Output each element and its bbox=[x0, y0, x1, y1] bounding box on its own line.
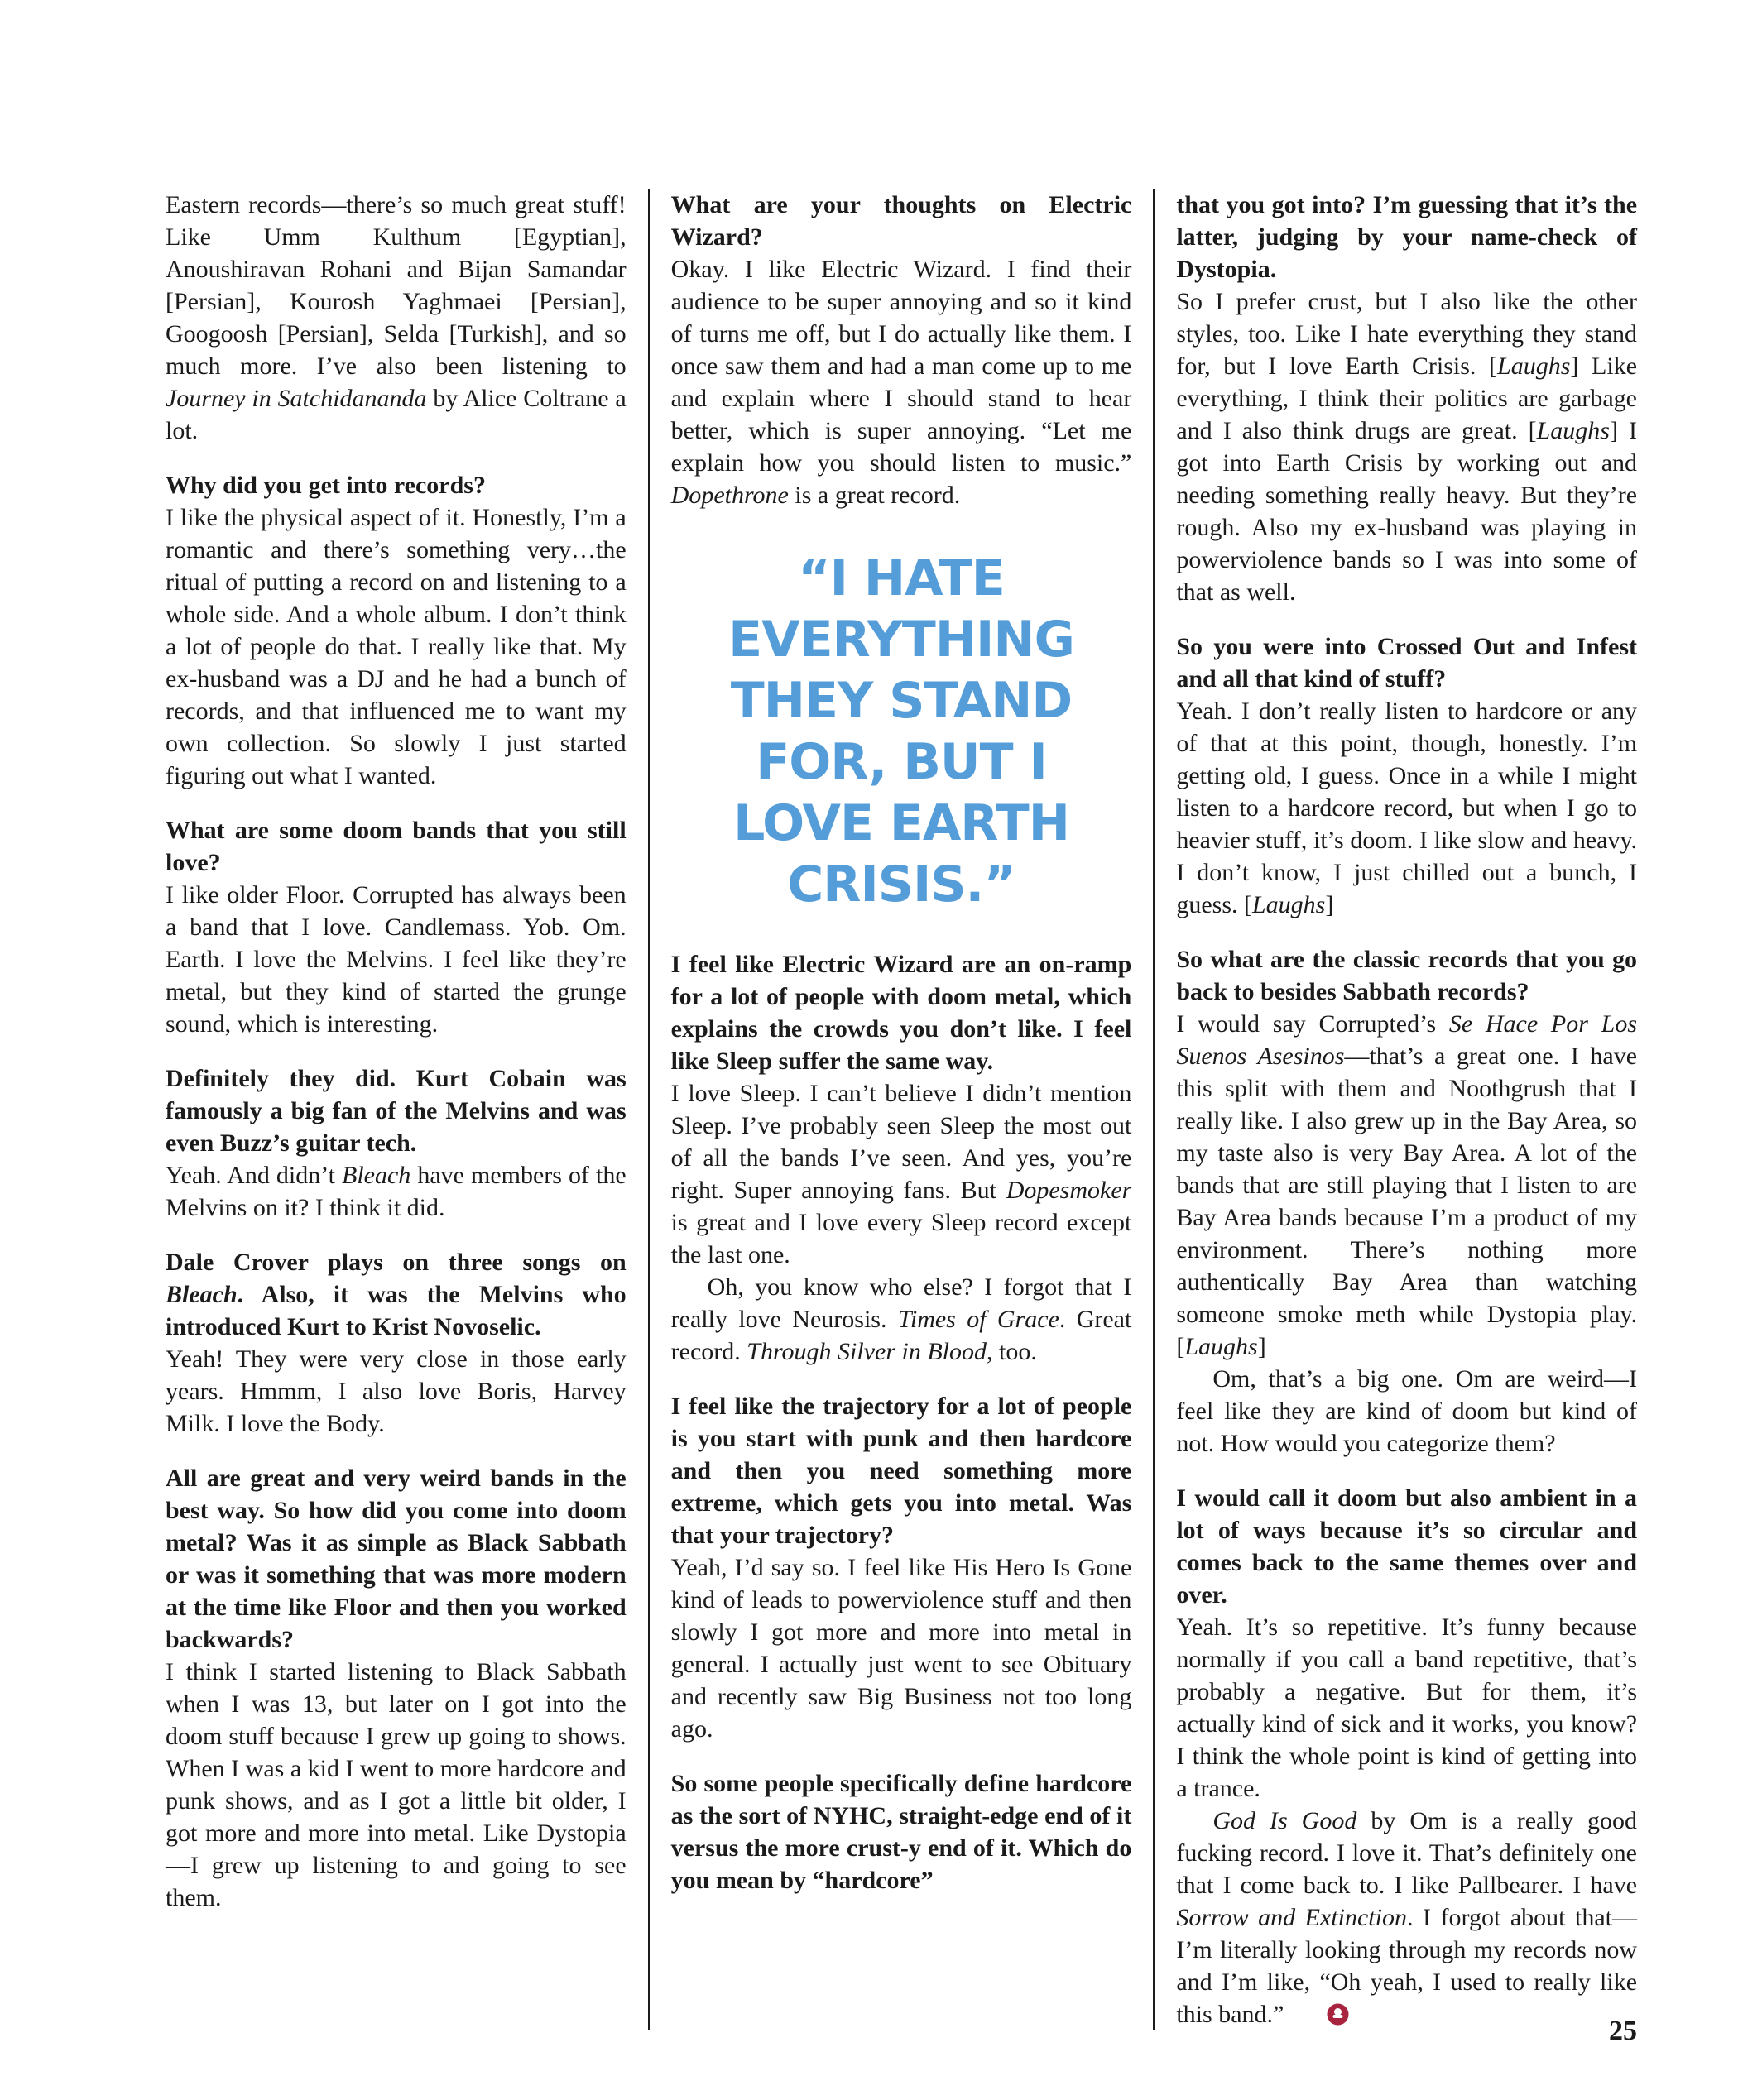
text-run: Oh, you know who else? I forgot that I really love Neurosis. bbox=[670, 1273, 1132, 1333]
question-paragraph bbox=[1176, 1482, 1637, 1611]
answer-paragraph bbox=[1176, 695, 1637, 921]
question-paragraph bbox=[166, 1062, 627, 1159]
text-run: Okay. I like Electric Wizard. I find their audience to be super annoying and so it kind of turns me off, but I do actually like them. I once saw them and had a man come up to me and explain where I should stand to hear better, which is super annoying. “Let me explain how you should listen to music.” bbox=[670, 256, 1132, 477]
text-run: Dopesmoker bbox=[1006, 1177, 1132, 1204]
text-run: So what are the classic records that you go back to besides Sabbath records? bbox=[1176, 946, 1638, 1005]
text-run: —that’s a great one. I have this split with them and Noothgrush that I really like. I also grew up in the Bay Area, so my taste also is very Bay Area. A lot of the bands that are still playing that I listen to are Bay Area bands because I’m a product of my environment. There’s nothing more authentically Bay Area than watching someone smoke meth while Dystopia play. [ bbox=[1176, 1043, 1638, 1360]
text-run: I would call it doom but also ambient in a lot of ways because it’s so circular and comes back to the same themes over and over. bbox=[1176, 1484, 1638, 1609]
text-run: ] bbox=[1325, 891, 1334, 918]
answer-paragraph bbox=[166, 501, 627, 792]
page-number: 25 bbox=[1609, 2016, 1637, 2046]
text-run: is a great record. bbox=[788, 482, 961, 509]
question-paragraph bbox=[671, 948, 1132, 1077]
text-run: is great and I love every Sleep record except the last one. bbox=[670, 1209, 1132, 1268]
answer-paragraph bbox=[1176, 1611, 1637, 1805]
text-run: Definitely they did. Kurt Cobain was famously a big fan of the Melvins and was even Buzz’s guitar tech. bbox=[166, 1065, 627, 1157]
text-run: Bleach bbox=[166, 1281, 238, 1308]
text-run: Sorrow and Extinction bbox=[1176, 1904, 1407, 1931]
text-run: have members of the Melvins on it? I think it did. bbox=[166, 1162, 627, 1221]
text-run: God Is Good bbox=[1212, 1807, 1357, 1834]
question-paragraph bbox=[671, 189, 1132, 253]
end-mark-icon bbox=[1290, 2003, 1349, 2026]
answer-paragraph bbox=[166, 1656, 627, 1914]
text-run: Times of Grace bbox=[897, 1306, 1059, 1333]
text-run: ] bbox=[1257, 1333, 1266, 1360]
answer-paragraph bbox=[166, 1159, 627, 1224]
question-paragraph bbox=[166, 1246, 627, 1343]
text-run: . I forgot about that—I’m literally looking through my records now and I’m like, “Oh yeah, I used to really like this band.” bbox=[1176, 1904, 1638, 2028]
question-paragraph bbox=[166, 469, 627, 501]
text-run: I love Sleep. I can’t believe I didn’t mention Sleep. I’ve probably seen Sleep the most out of all the bands I’ve seen. And yes, you’re right. Super annoying fans. But bbox=[670, 1080, 1132, 1204]
text-run: Yeah. It’s so repetitive. It’s funny because normally if you call a band repetitive, that’s probably a negative. But for them, it’s actually kind of sick and it works, you know? I think the whole point is kind of getting into a trance. bbox=[1176, 1613, 1638, 1802]
text-run: Through Silver in Blood bbox=[747, 1338, 987, 1365]
text-run: by Alice Coltrane a lot. bbox=[166, 385, 627, 444]
text-run: that you got into? I’m guessing that it’s the latter, judging by your name-check of Dystopia. bbox=[1176, 191, 1638, 283]
text-run: Se Hace Por Los Suenos Asesinos bbox=[1176, 1010, 1637, 1070]
text-run: Why did you get into records? bbox=[166, 472, 486, 499]
column-1 bbox=[166, 189, 648, 2030]
question-paragraph bbox=[1176, 630, 1637, 695]
pull-quote-line: FOR, BUT I bbox=[756, 733, 1047, 791]
question-paragraph bbox=[166, 1462, 627, 1656]
text-run: . Great record. bbox=[670, 1306, 1132, 1365]
text-run: Laughs bbox=[1252, 891, 1326, 918]
article-columns bbox=[166, 189, 1637, 2030]
text-run: I like older Floor. Corrupted has always been a band that I love. Candlemass. Yob. Om. Earth. I love the Melvins. I feel like they’re metal, but they kind of started the grunge sound, which is interesting. bbox=[166, 881, 627, 1038]
pull-quote-line: “I HATE bbox=[798, 549, 1005, 607]
pull-quote-line: THEY STAND bbox=[730, 672, 1073, 730]
text-run: Om, that’s a big one. Om are weird—I feel like they are kind of doom but kind of not. How would you categorize them? bbox=[1176, 1365, 1638, 1457]
answer-paragraph bbox=[1176, 1363, 1637, 1460]
pull-quote-line: EVERYTHING bbox=[728, 611, 1074, 669]
pull-quote bbox=[671, 548, 1132, 915]
text-run: I feel like Electric Wizard are an on-ramp for a lot of people with doom metal, which explains the crowds you don’t like. I feel like Sleep suffer the same way. bbox=[670, 951, 1132, 1075]
answer-paragraph bbox=[671, 253, 1132, 511]
column-2 bbox=[648, 189, 1154, 2030]
text-run: Dopethrone bbox=[670, 482, 789, 509]
answer-paragraph bbox=[1176, 1805, 1637, 2030]
text-run: I think I started listening to Black Sabbath when I was 13, but later on I got into the doom stuff because I grew up going to shows. When I was a kid I went to more hardcore and punk shows, and as I got a little bit older, I got more and more into metal. Like Dystopia—I grew up listening to and going to see them. bbox=[166, 1658, 627, 1911]
text-run: ] I got into Earth Crisis by working out and needing something really heavy. But they’re rough. Also my ex-husband was playing in powerviolence bands so I was into some of that as well. bbox=[1176, 417, 1638, 606]
text-run: I like the physical aspect of it. Honestly, I’m a romantic and there’s something very…the ritual of putting a record on and listening to a whole side. And a whole album. I don’t think a lot of people do that. I really like that. My ex-husband was a DJ and he had a bunch of records, and that influenced me to want my own collection. So slowly I just started figuring out what I wanted. bbox=[166, 504, 627, 789]
column-3 bbox=[1153, 189, 1637, 2030]
text-run: Laughs bbox=[1184, 1333, 1258, 1360]
answer-paragraph bbox=[166, 189, 627, 447]
question-paragraph bbox=[671, 1390, 1132, 1551]
answer-paragraph bbox=[1176, 1008, 1637, 1363]
text-run: What are some doom bands that you still love? bbox=[166, 817, 627, 876]
text-run: Yeah. I don’t really listen to hardcore or any of that at this point, though, honestly. I’m getting old, I guess. Once in a while I might listen to a hardcore record, but when I go to heavier stuff, it’s doom. I like slow and heavy. I don’t know, I just chilled out a bunch, I guess. [ bbox=[1176, 698, 1638, 918]
text-run: So you were into Crossed Out and Infest and all that kind of stuff? bbox=[1176, 633, 1638, 693]
text-run: I would say Corrupted’s bbox=[1176, 1010, 1449, 1038]
text-run: Eastern records—there’s so much great stuff! Like Umm Kulthum [Egyptian], Anoushiravan Rohani and Bijan Samandar [Persian], Kourosh Yaghmaei [Persian], Googoosh [Persian], Selda [Turkish], and so much more. I’ve also been listening to bbox=[166, 191, 627, 380]
text-run: So I prefer crust, but I also like the other styles, too. Like I hate everything they stand for, but I love Earth Crisis. [ bbox=[1176, 288, 1638, 380]
pull-quote-line: LOVE EARTH bbox=[733, 794, 1069, 852]
text-run: Yeah, I’d say so. I feel like His Hero Is Gone kind of leads to powerviolence stuff and then slowly I got more and more into metal in general. I actually just went to see Obituary and recently saw Big Business not too long ago. bbox=[670, 1554, 1132, 1743]
pull-quote-line: CRISIS.” bbox=[787, 856, 1015, 913]
text-run: All are great and very weird bands in the best way. So how did you come into doom metal? Was it as simple as Black Sabbath or was it something that was more modern at the time like Floor and then you worked backwards? bbox=[166, 1465, 627, 1653]
answer-paragraph bbox=[166, 879, 627, 1040]
text-run: ] Like everything, I think their politics are garbage and I also think drugs are great. [ bbox=[1176, 352, 1638, 444]
text-run: by Om is a really good fucking record. I love it. That’s definitely one that I come back to. I like Pallbearer. I have bbox=[1176, 1807, 1638, 1899]
text-run: Laughs bbox=[1497, 352, 1571, 380]
answer-paragraph bbox=[166, 1343, 627, 1440]
text-run: , too. bbox=[987, 1338, 1037, 1365]
question-paragraph bbox=[1176, 189, 1637, 285]
text-run: Dale Crover plays on three songs on bbox=[166, 1249, 627, 1276]
text-run: So some people specifically define hardcore as the sort of NYHC, straight-edge end of it versus the more crust-y end of it. Which do you mean by “hardcore” bbox=[670, 1770, 1132, 1894]
answer-paragraph bbox=[671, 1077, 1132, 1271]
text-run: Yeah. And didn’t bbox=[166, 1162, 343, 1189]
text-run: What are your thoughts on Electric Wizard? bbox=[670, 191, 1132, 251]
text-run: . Also, it was the Melvins who introduced Kurt to Krist Novoselic. bbox=[166, 1281, 627, 1340]
text-run: Laughs bbox=[1536, 417, 1610, 444]
answer-paragraph bbox=[1176, 285, 1637, 608]
text-run: I feel like the trajectory for a lot of people is you start with punk and then hardcore and then you need something more extreme, which gets you into metal. Was that your trajectory? bbox=[670, 1393, 1132, 1549]
answer-paragraph bbox=[671, 1271, 1132, 1368]
question-paragraph bbox=[166, 814, 627, 879]
question-paragraph bbox=[671, 1767, 1132, 1896]
text-run: Bleach bbox=[342, 1162, 411, 1189]
text-run: Yeah! They were very close in those early years. Hmmm, I also love Boris, Harvey Milk. I love the Body. bbox=[166, 1345, 627, 1437]
question-paragraph bbox=[1176, 943, 1637, 1008]
text-run: Journey in Satchidananda bbox=[166, 385, 427, 412]
answer-paragraph bbox=[671, 1551, 1132, 1745]
